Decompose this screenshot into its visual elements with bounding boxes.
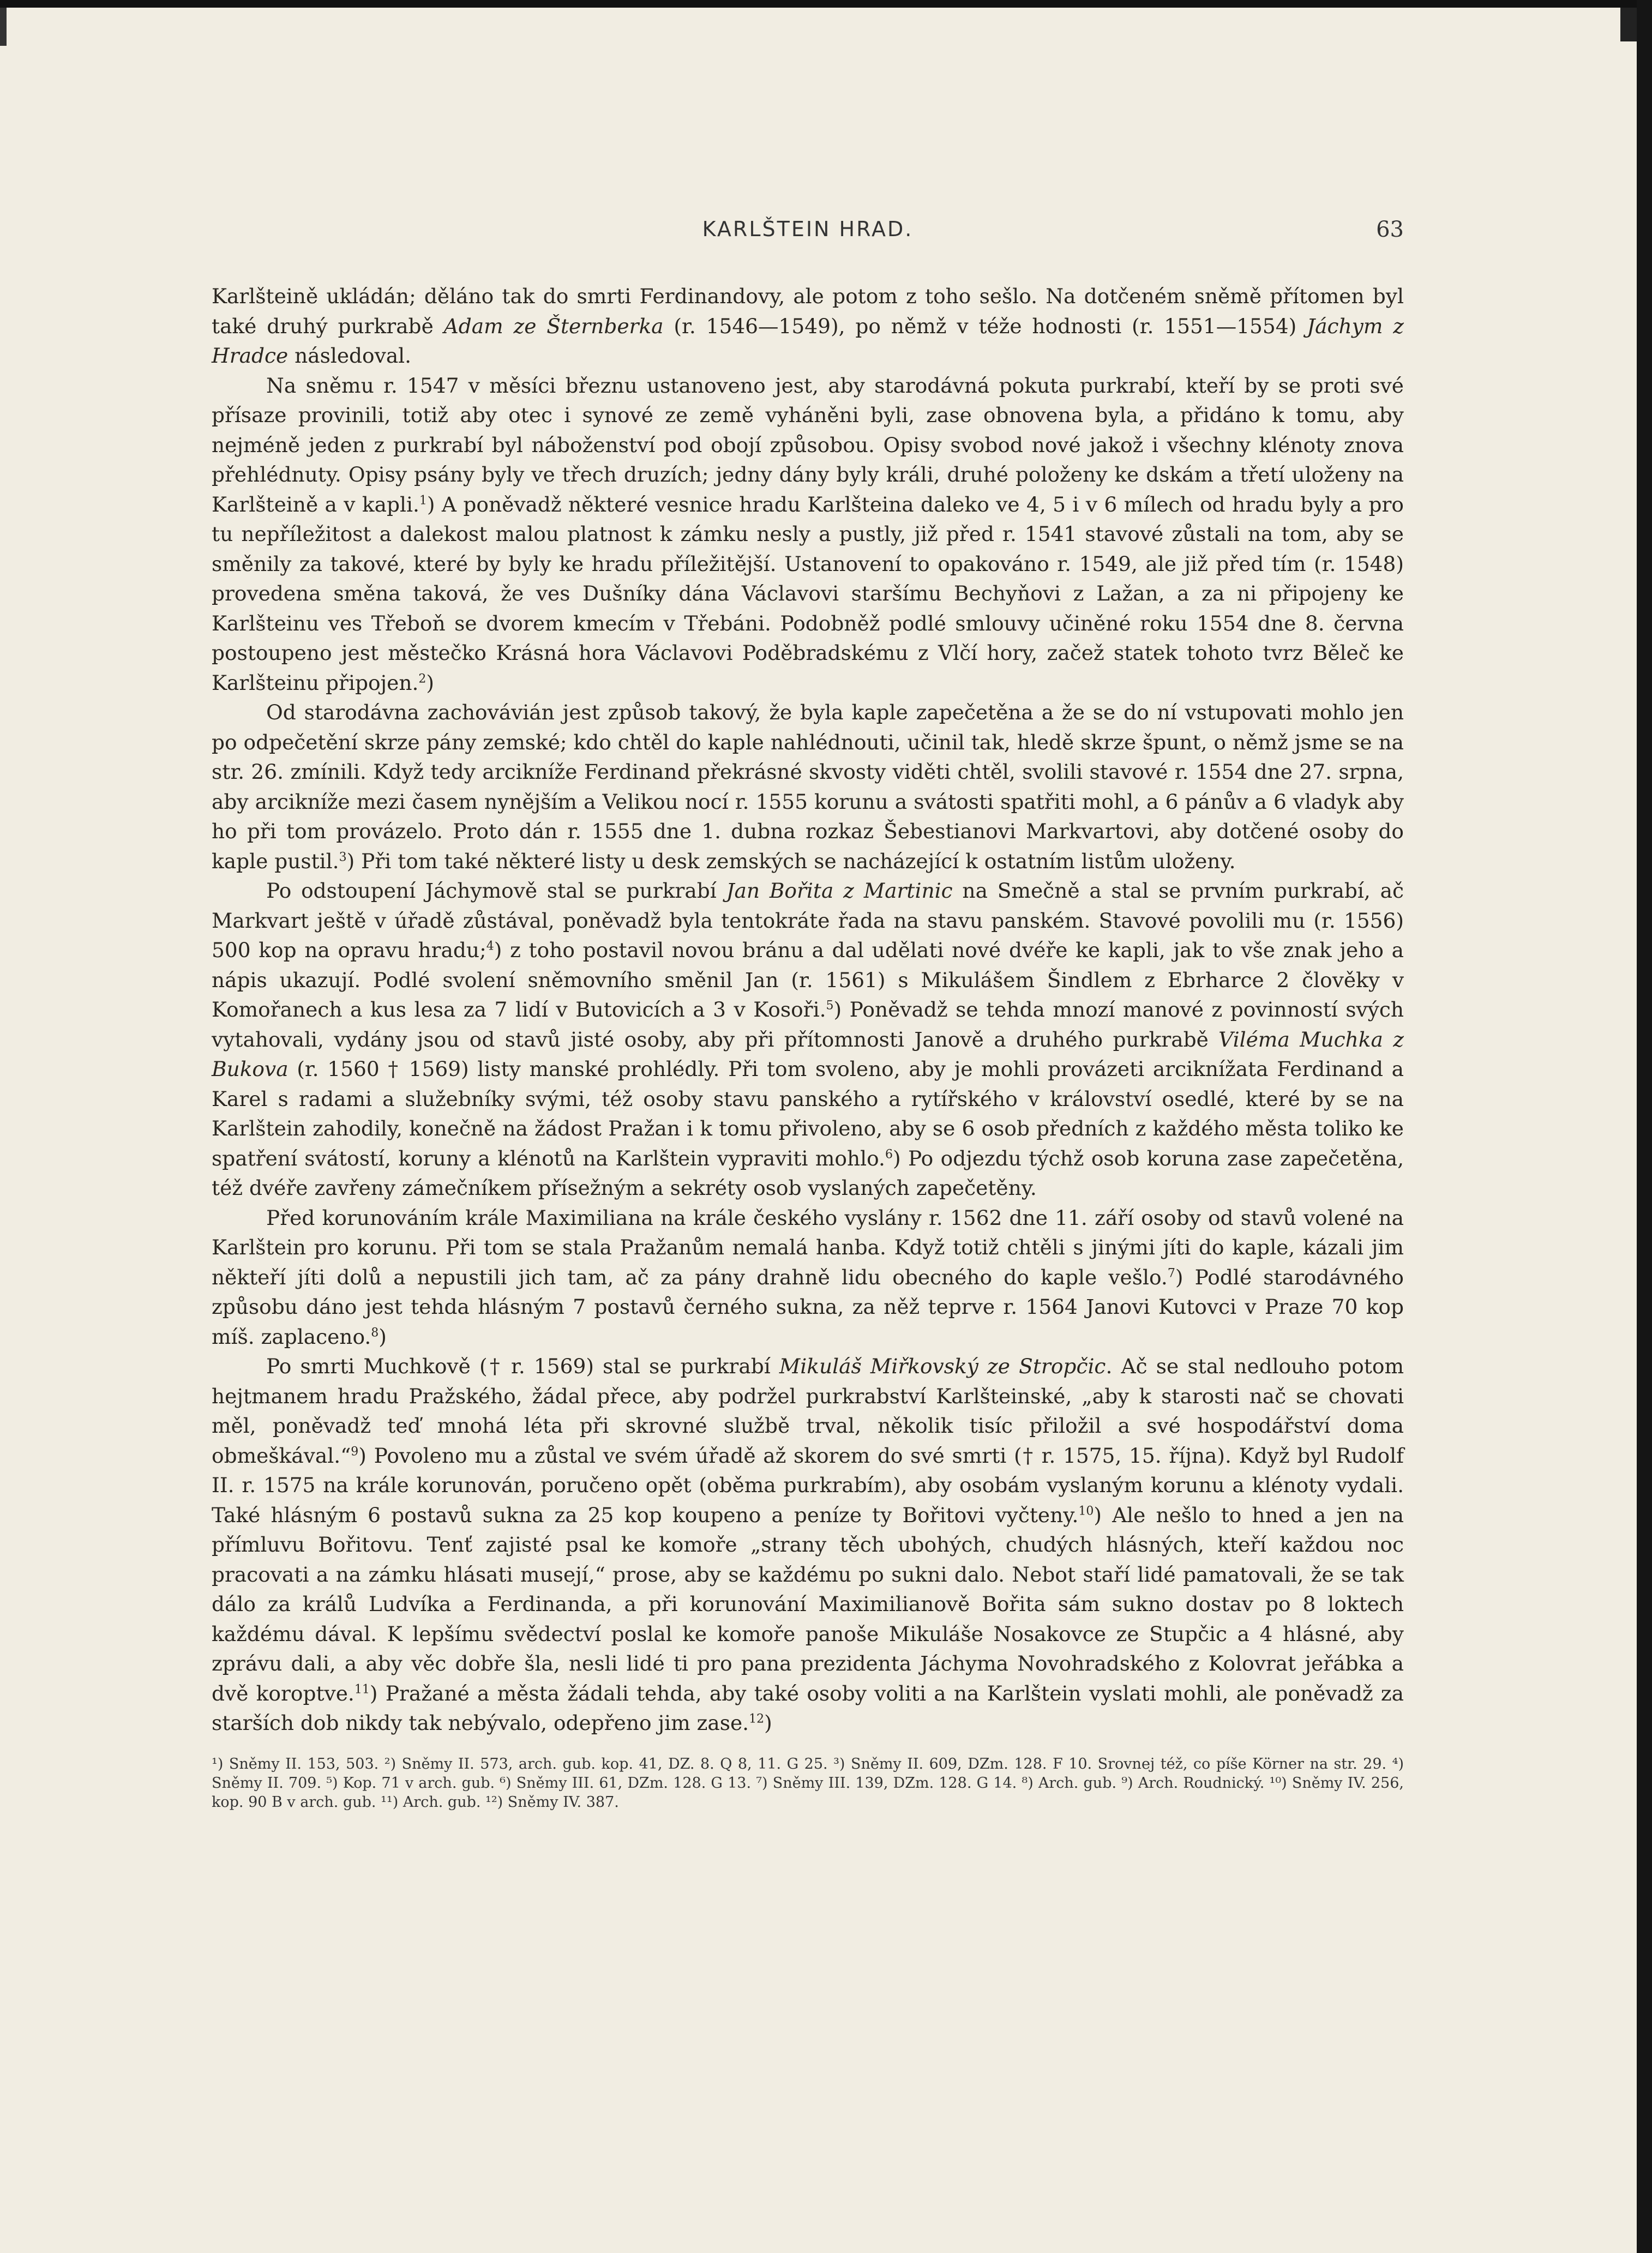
footnote-ref: 12	[749, 1712, 765, 1726]
footnote-ref: 8	[371, 1326, 379, 1339]
text-run: ) Po odjezdu týchž osob koruna zase zapečetěna, též dvéře zavřeny zámečníkem přísežným a sekréty osob vyslaných zapečetěny.	[212, 1146, 1404, 1200]
text-run: ) Podlé starodávného způsobu dáno jest tehda hlásným 7 postavů černého sukna, za něž teprve r. 1564 Janovi Kutovci v Praze 70 kop míš. zaplaceno.	[212, 1265, 1404, 1349]
footnote-ref: 1	[419, 494, 427, 507]
paragraph	[212, 876, 1404, 1203]
text-run: Po smrti Muchkově († r. 1569) stal se purkrabí	[266, 1354, 779, 1378]
text-run: ) Při tom také některé listy u desk zemských se nacházející k ostatním listům uloženy.	[346, 849, 1236, 873]
text-run: ) Povoleno mu a zůstal ve svém úřadě až skorem do své smrti († r. 1575, 15. října). Když byl Rudolf II. r. 1575 na krále korunován, poručeno opět (oběma purkrabím), aby osobám vyslaným korunu a klénoty vydali. Také hlásným 6 postavů sukna za 25 kop koupeno a peníze ty Bořitovi vyčteny.	[212, 1443, 1404, 1527]
text-run: )	[764, 1711, 772, 1735]
footnote-ref: 6	[885, 1147, 893, 1161]
scan-border-right	[1637, 0, 1652, 2253]
italic-name: Adam ze Šternberka	[443, 314, 664, 338]
scan-edge-mark	[1620, 8, 1637, 41]
footnote-ref: 11	[354, 1683, 370, 1696]
paragraph	[212, 1351, 1404, 1738]
text-run: . Ač se stal nedlouho potom hejtmanem hradu Pražského, žádal přece, aby podržel purkrabství Karlšteinské, „aby k starosti nač se chovati měl, poněvadž teď mnohá léta při skrovné službě trval, několik tisíc přiložil a své hospodářství doma obmeškával.“	[212, 1354, 1404, 1468]
body-text	[212, 281, 1404, 1738]
italic-name: Jan Bořita z Martinic	[726, 879, 953, 903]
paragraph	[212, 1203, 1404, 1352]
text-run: ) Ale nešlo to hned a jen na přímluvu Bořitovu. Tenť zajisté psal ke komoře „strany těch ubohých, chudých hlásných, kteří každou noc pracovati a na zámku hlásati musejí,“ prose, aby se každému po sukni dalo. Nebot staří lidé pamatovali, že se tak dálo za králů Ludvíka a Ferdinanda, a při korunování Maximilianově Bořita sám sukno dostav po 8 loktech každému dával. K lepšímu svědectví poslal ke komoře panoše Mikuláše Nosakovce ze Stupčic a 4 hlásné, aby zprávu dali, a aby věc dobře šla, nesli lidé ti pro pana prezidenta Jáchyma Novohradského z Kolovrat jeřábka a dvě koroptve.	[212, 1503, 1404, 1705]
text-run: ) A poněvadž některé vesnice hradu Karlšteina daleko ve 4, 5 i v 6 mílech od hradu byly a pro tu nepříležitost a dalekost malou platnost k zámku nesly a pustly, již před r. 1541 stavové zůstali na tom, aby se směnily za takové, které by byly ke hradu příležitější. Ustanovení to opakováno r. 1549, ale již před tím (r. 1548) provedena směna taková, že ves Dušníky dána Václavovi staršímu Bechyňovi z Lažan, a za ni připojeny ke Karlšteinu ves Třeboň se dvorem kmecím v Třebáni. Podobněž podlé smlouvy učiněné roku 1554 dne 8. června postoupeno jest městečko Krásná hora Václavovi Poděbradskému z Vlčí hory, začež statek tohoto tvrz Běleč ke Karlšteinu připojen.	[212, 492, 1404, 695]
page-number: 63	[1376, 217, 1404, 242]
text-run: ) z toho postavil novou bránu a dal udělati nové dvéře ke kapli, jak to vše znak jeho a nápis ukazují. Podlé svolení sněmovního směnil Jan (r. 1561) s Mikulášem Šindlem z Ebrharce 2 člověky v Komořanech a kus lesa za 7 lidí v Butovicích a 3 v Kosoři.	[212, 938, 1404, 1022]
running-title: KARLŠTEIN HRAD.	[702, 217, 914, 241]
running-head	[212, 217, 1404, 255]
text-run: na Smečně a stal se prvním purkrabí, ač Markvart ještě v úřadě zůstával, poněvadž byla tentokráte řada na stavu panském. Stavové povolili mu (r. 1556) 500 kop na opravu hradu;	[212, 879, 1404, 962]
paragraph	[212, 371, 1404, 698]
scan-edge-mark-left	[0, 8, 7, 46]
page	[212, 217, 1404, 1812]
footnote-ref: 3	[339, 850, 347, 864]
text-run: Po odstoupení Jáchymově stal se purkrabí	[266, 879, 726, 903]
footnote-ref: 2	[418, 672, 426, 686]
footnotes: ¹) Sněmy II. 153, 503. ²) Sněmy II. 573, arch. gub. kop. 41, DZ. 8. Q 8, 11. G 25. ³) Sněmy II. 609, DZm. 128. F 10. Srovnej též, co píše Körner na str. 29. ⁴) Sněmy II. 709. ⁵) Kop. 71 v arch. gub. ⁶) Sněmy III. 61, DZm. 128. G 13. ⁷) Sněmy III. 139, DZm. 128. G 14. ⁸) Arch. gub. ⁹) Arch. Roudnický. ¹⁰) Sněmy IV. 256, kop. 90 B v arch. gub. ¹¹) Arch. gub. ¹²) Sněmy IV. 387.	[212, 1755, 1404, 1811]
paragraph	[212, 281, 1404, 371]
footnote-ref: 10	[1078, 1504, 1094, 1518]
text-run: (r. 1546—1549), po němž v téže hodnosti (r. 1551—1554)	[663, 314, 1307, 338]
footnote-ref: 5	[826, 999, 834, 1013]
footnote-ref: 4	[486, 939, 494, 953]
text-run: ) Poněvadž se tehda mnozí manové z povinností svých vytahovali, vydány jsou od stavů jisté osoby, aby při přítomnosti Janově a druhého purkrabě	[212, 998, 1404, 1052]
footnote-ref: 9	[351, 1445, 359, 1458]
scan-border-top	[0, 0, 1652, 8]
text-run: (r. 1560 † 1569) listy manské prohlédly. Při tom svoleno, aby je mohli provázeti arciknížata Ferdinand a Karel s radami a služebníky svými, též osoby stavu panského a rytířského v království osedlé, které by se na Karlštein zahodily, konečně na žádost Pražan i k tomu přivoleno, aby se 6 osob předních z každého města toliko ke spatření svátostí, koruny a klénotů na Karlštein vypraviti mohlo.	[212, 1057, 1404, 1170]
text-run: následoval.	[288, 344, 412, 368]
text-run: Na sněmu r. 1547 v měsíci březnu ustanoveno jest, aby starodávná pokuta purkrabí, kteří by se proti své přísaze provinili, totiž aby otec i synové ze země vyháněni byli, zase obnovena byla, a přidáno k tomu, aby nejméně jeden z purkrabí byl náboženství pod obojí způsobou. Opisy svobod nové jakož i všechny klénoty znova přehlédnuty. Opisy psány byly ve třech druzích; jedny dány byly králi, druhé položeny ke dskám a třetí uloženy na Karlšteině a v kapli.	[212, 373, 1404, 516]
text-run: Karlšteině ukládán; děláno tak do smrti Ferdinandovy, ale potom z toho sešlo. Na dotčeném sněmě přítomen byl také druhý purkrabě	[212, 284, 1404, 338]
text-run: ) Pražané a města žádali tehda, aby také osoby voliti a na Karlštein vyslati mohli, ale poněvadž za starších dob nikdy tak nebývalo, odepřeno jim zase.	[212, 1681, 1404, 1735]
footnote-ref: 7	[1167, 1266, 1175, 1280]
text-run: Před korunováním krále Maximiliana na krále českého vyslány r. 1562 dne 11. září osoby od stavů volené na Karlštein pro korunu. Při tom se stala Pražanům nemalá hanba. Když totiž chtěli s jinými jíti do kaple, kázali jim někteří jíti dolů a nepustili jich tam, ač za pány drahně lidu obecného do kaple vešlo.	[212, 1205, 1404, 1289]
italic-name: Mikuláš Miřkovský ze Stropčic	[779, 1354, 1106, 1378]
italic-name: Jáchym z Hradce	[212, 314, 1404, 368]
text-run: )	[379, 1324, 387, 1349]
italic-name: Viléma Muchka z Bukova	[212, 1027, 1404, 1081]
paragraph	[212, 698, 1404, 876]
text-run: Od starodávna zachovávián jest způsob takový, že byla kaple zapečetěna a že se do ní vstupovati mohlo jen po odpečetění skrze pány zemské; kdo chtěl do kaple nahlédnouti, učinil tak, hledě skrze špunt, o němž jsme se na str. 26. zmínili. Když tedy arcikníže Ferdinand překrásné skvosty viděti chtěl, svolili stavové r. 1554 dne 27. srpna, aby arcikníže mezi časem nynějším a Velikou nocí r. 1555 korunu a svátosti spatřiti mohl, a 6 pánův a 6 vladyk aby ho při tom provázelo. Proto dán r. 1555 dne 1. dubna rozkaz Šebestianovi Markvartovi, aby dotčené osoby do kaple pustil.	[212, 700, 1404, 873]
text-run: )	[426, 670, 435, 695]
